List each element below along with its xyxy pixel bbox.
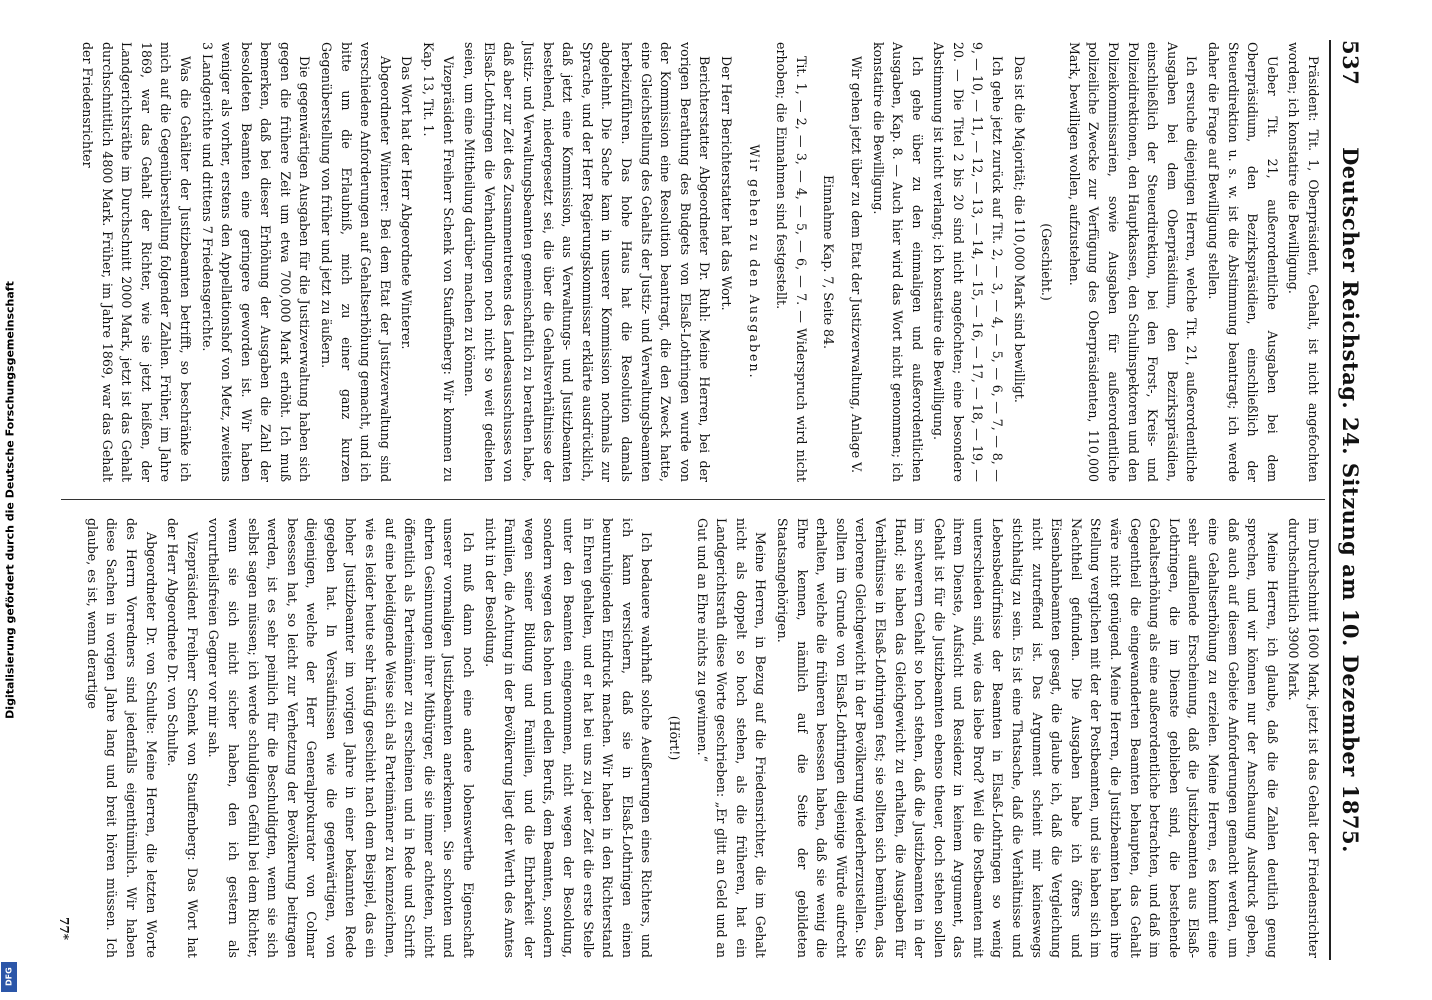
stage-direction: (Geschieht.): [1039, 223, 1055, 301]
section-heading: Einnahme Kap. 7, Seite 84.: [821, 174, 837, 350]
header-rule: [1329, 40, 1331, 960]
section-heading: Wir gehen zu den Ausgaben.: [746, 144, 762, 380]
sheet-signature: 77*: [57, 917, 71, 940]
paragraph: Das ist die Majorität; die 110,000 Mark sind bewilligt.: [1011, 56, 1027, 403]
digitization-watermark: [0, 0, 20, 1000]
paragraph: Vizepräsident Freiherr Schenk von Stauffenberg: Das Wort hat der Herr Abgeordnete Dr. von Schulte.: [165, 518, 200, 958]
paragraph: Berichterstatter Abgeordneter Dr. Ruhl: Meine Herren, bei der vorigen Berathung des Budgets von Elsaß-Lothringen wurde von der Kommission eine Resolution beantragt, die den Zweck hatte, eine Gleichstellung des Gehalts der Justiz- und Verwaltungsbeamten herbeizuführen. Das hohe Haus hat die Resolution damals abgelehnt. Die Sache kam in unserer Kommission nochmals zur Sprache, und der Herr Regierungskommissar erklärte ausdrücklich, daß jetzt eine Kommission, aus Verwaltungs- und Justizbeamten bestehend, niedergesetzt sei, die über die Gehaltsverhältnisse der Justiz- und Verwaltungsbeamten gemeinschaftlich zu berathen habe, daß aber zur Zeit des Zusammentretens des Landesausschusses von Elsaß-Lothringen die Verhandlungen noch nicht so weit gediehen seien, um eine Mittheilung darüber machen zu können.: [462, 42, 713, 482]
paragraph: Was die Gehälter der Justizbeamten betrifft, so beschränke ich mich auf die Gegenüberstellung folgender Zahlen. Früher, im Jahre 1869, war das Gehalt der Richter, wie sie jetzt heißen, der Landgerichtsräthe im Durchschnitt 2000 Mark, jetzt ist das Gehalt durchschnittlich 4800 Mark. Früher, im Jahre 1869, war das Gehalt der Friedensrichter: [79, 42, 193, 482]
page-header: [1333, 40, 1363, 960]
paragraph: Ueber Tit. 21, außerordentliche Ausgaben bei dem Oberpräsidium, den Bezirkspräsidien, einschließlich der Steuerdirektion u. s. w. ist die Abstimmung beantragt; ich werde daher die Frage auf Bewilligung stellen.: [1206, 42, 1280, 482]
paragraph: Präsident: Tit. 1, Oberpräsident, Gehalt, ist nicht angefochten worden; ich konstatire die Bewilligung.: [1286, 42, 1321, 482]
right-column: [80, 518, 1323, 958]
paragraph: im Durchschnitt 1600 Mark, jetzt ist das Gehalt der Friedensrichter durchschnittlich 3900 Mark.: [1286, 518, 1321, 958]
document-page: [51, 20, 1381, 980]
left-column: [75, 42, 1323, 482]
paragraph: Ich bedauere wahrhaft solche Aeußerungen eines Richters, und ich kann versichern, daß sie in Elsaß-Lothringen einen beunruhigenden Eindruck machen. Wir haben in den Richterstand in Ehren gehalten, und er hat bei uns zu jeder Zeit die erste Stelle unter den Beamten eingenommen, nicht wegen der Besoldung, sondern wegen des hohen und edlen Berufs, dem Beamten, sondern wegen seiner Bildung und Familien, und die Ehrbarkeit der Familien, die Achtung in der Bevölkerung liegt der Werth des Amtes nicht in der Besoldung.: [482, 518, 655, 958]
page-number: 537: [1338, 40, 1363, 86]
paragraph: Das Wort hat der Herr Abgeordnete Winterer.: [399, 56, 415, 350]
paragraph: Ich ersuche diejenigen Herren, welche Tit. 21, außerordentliche Ausgaben bei dem Oberpräsidium, den Bezirkspräsidien, einschließlich der Steuerdirektion, bei den Forst-, Kreis- und Polizeidirektionen, den Hauptkassen, den Schulinspektoren und den Polizeikommissarien, sowie Ausgaben für außerordentliche polizeiliche Zwecke zur Verfügung des Oberpräsidenten, 110,000 Mark, bewilligen wollen, aufzustehen.: [1066, 42, 1200, 482]
watermark-text: Digitalisierung gefördert durch die Deutsche Forschungsgemeinschaft: [3, 281, 17, 719]
paragraph: Abgeordneter Dr. von Schulte: Meine Herren, die letzten Worte des Herrn Vorredners sind jedenfalls eigenthümlich. Wir haben diese Sachen in vorigen Jahre lang und breit hören müssen. Ich glaube, es ist, wenn derartige: [84, 518, 159, 958]
paragraph: Abgeordneter Winterer: Bei dem Etat der Justizverwaltung sind verschiedene Anforderungen auf Gehaltserhöhung gemacht, und ich bitte um die Erlaubniß, mich zu einer ganz kurzen Gegenüberstellung von früher und jetzt zu äußern.: [319, 42, 393, 482]
paragraph: Ich gehe über zu den einmaligen und außerordentlichen Ausgaben, Kap. 8. — Auch hier wird das Wort nicht genommen; ich konstatire die Bewilligung.: [870, 42, 925, 482]
stage-direction: (Hört!): [667, 715, 682, 761]
paragraph: Der Herr Berichterstatter hat das Wort.: [718, 56, 734, 311]
paragraph: Wir gehen jetzt über zu dem Etat der Justizverwaltung, Anlage V.: [848, 56, 864, 474]
paragraph: Ich gehe jetzt zurück auf Tit. 2, — 3, — 4, — 5, — 6, — 7, — 8, — 9, — 10, — 11, — 12, — 13, — 14, — 15, — 16, — 17, — 18, — 19, — 20. — Die Titel 2 bis 20 sind nicht angefochten; eine besondere Abstimmung ist nicht verlangt; ich konstatire die Bewilligung.: [931, 42, 1006, 482]
paragraph: Die gegenwärtigen Ausgaben für die Justizverwaltung haben sich gegen die frühere Zeit um etwa 700,000 Mark erhöht. Ich muß bemerken, daß bei dieser Erhöhung der Ausgaben die Zahl der besoldeten Beamten eine geringere geworden ist. Wir haben weniger als vorher, erstens den Appellationshof von Metz, zweitens 3 Landgerichte und drittens 7 Friedensgerichte.: [199, 42, 313, 482]
paragraph: Vizepräsident Freiherr Schenk von Stauffenberg: Wir kommen zu Kap. 13, Tit. 1.: [421, 42, 456, 482]
dfg-logo-icon: DFG: [1, 962, 17, 992]
running-title: Deutscher Reichstag. 24. Sitzung am 10. Dezember 1875.: [1338, 147, 1363, 853]
paragraph: Meine Herren, in Bezug auf die Friedensrichter, die im Gehalt nicht als doppelt so hoch stehen, als die früheren, hat ein Landgerichtsrath diese Worte geschrieben: „Er glitt an Geld und an Gut und an Ehre nichts zu gewinnen.“: [694, 518, 769, 958]
column-divider: [61, 499, 1325, 500]
paragraph: Meine Herren, ich glaube, daß die die Zahlen deutlich genug sprechen, und wir können nur der Anschauung Ausdruck geben, daß auch auf diesem Gebiete Anforderungen gemacht werden, um eine Gehaltserhöhung zu erzielen. Meine Herren, es kommt eine sehr auffallende Erscheinung, daß die Justizbeamten aus Elsaß-Lothringen, die im Dienste geblieben sind, die bestehende Gehaltserhöhung als eine außerordentliche betrachten, und daß im Gegentheil die eingewanderten Beamten behaupten, das Gehalt wäre nicht genügend. Meine Herren, die Justizbeamten haben ihre Stellung verglichen mit der der Postbeamten, und sie haben sich im Nachtheil gefunden. Die Ausgaben habe ich öfters und Eisenbahnbeamten gesagt, die glaube ich, daß die Vergleichung nicht zutreffend ist. Das Argument scheint mir keineswegs stichhaltig zu sein. Es ist eine Thatsache, daß die Verhältnisse und Lebensbedürfnisse der Beamten in Elsaß-Lothringen so wenig unterschieden sind, wie das liebe Brod? Weil die Postbeamten mit ihrem Dienste, Aufsicht und Residenz in keinem Argument, das Gehalt ist für die Justizbeamten ebenso theuer, doch stehen sollen im schwerern Gehalt so hoch stehen, daß die Justizbeamten in der Hand; sie haben das Gleichgewicht zu erhalten, die Ausgaben für Verhältnisse in Elsaß-Lothringen fest; sie sollten sich bemühen, das verlorene Gleichgewicht in der Bevölkerung wiederherzustellen. Sie sollten im Grunde von Elsaß-Lothringen diejenige Würde aufrecht erhalten, welche die früheren besessen haben, daß sie wenig die Ehre kennen, nämlich auf die Seite der gebildeten Staatsangehörigen.: [774, 518, 1280, 958]
paragraph: Ich muß dann noch eine andere lobenswerthe Eigenschaft unserer vormaligen Justizbeamten anerkennen. Sie schonten und ehrten Gesinnungen ihrer Mitbürger, die sie immer achteten, nicht öffentlich als Parteimänner zu erscheinen und in Rede und Schrift auf eine beleidigende Weise sich als Parteimänner zu kennzeichnen, wie es leider heute sehr häufig geschieht nach dem Beispiel, das ein hoher Justizbeamter im vorigen Jahre in einer bekannten Rede gegeben hat. In Versäufnissen wie die gegenwärtigen, von diejenigen, welche der Herr Generalprokurator von Colmar besessen hat, so leicht zur Verhetzung der Bevölkerung beitragen werden, ist es sehr peinlich für die Beschuldigten, wenn sie sich selbst sagen müssen; ich werde schuldigen Gefühl bei dem Richter, wenn sie sich nicht sicher haben, den ich gestern als vorurtheilsfreien Gegner vor mir sah.: [206, 518, 477, 958]
paragraph: Tit. 1, — 2, — 3, — 4, — 5, — 6, — 7. — Widerspruch wird nicht erhoben; die Einnahmen sind festgestellt.: [774, 42, 809, 482]
